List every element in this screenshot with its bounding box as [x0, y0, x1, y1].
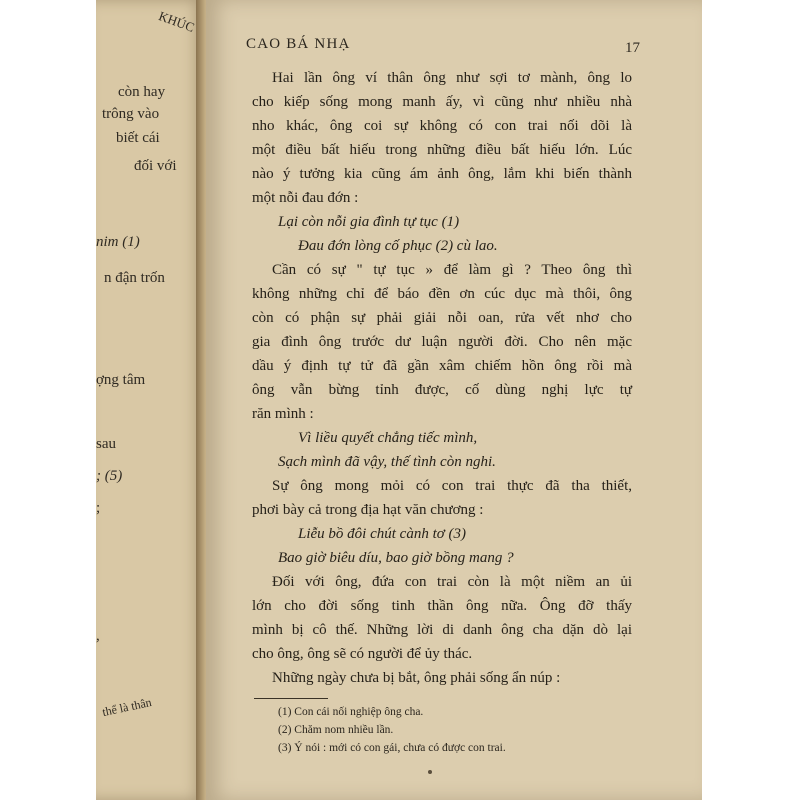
- left-line: ,: [96, 628, 100, 644]
- right-page: [206, 0, 702, 800]
- body-line: dầu ý định tự tử đã gần xâm chiếm hồn ông rồi mà: [252, 358, 632, 374]
- left-line: ;: [96, 500, 101, 516]
- left-line: thể là thân: [100, 694, 153, 720]
- left-line: nim (1): [96, 234, 140, 250]
- footnote-rule: [254, 698, 328, 699]
- body-line: ông vẫn bừng tỉnh được, cố dùng nghị lực tự: [252, 382, 632, 398]
- page-number: 17: [625, 40, 640, 56]
- verse-line: Liễu bồ đôi chút cành tơ (3): [298, 526, 466, 542]
- left-line: trông vào: [102, 106, 160, 122]
- left-line: còn hay: [118, 84, 166, 100]
- body-line: mình bị cô thế. Những lời di danh ông cha dặn dò lại: [252, 622, 632, 638]
- body-line: gia đình ông trước dư luận người đời. Cho nên mặc: [252, 334, 632, 350]
- body-line: phơi bày cả trong địa hạt văn chương :: [252, 502, 484, 518]
- body-line: nho khác, ông coi sự không có con trai nối dõi là: [252, 118, 632, 134]
- body-line: cho ông, ông sẽ có người để ủy thác.: [252, 646, 473, 662]
- left-line: ợng tâm: [96, 372, 146, 388]
- left-line: biết cái: [116, 130, 160, 146]
- body-line: cho kiếp sống mong manh ấy, vì cũng như nhiều nhà: [252, 94, 632, 110]
- verse-line: Đau đớn lòng cố phục (2) cù lao.: [298, 238, 498, 254]
- verse-line: Sạch mình đã vậy, thế tình còn nghi.: [278, 454, 496, 470]
- body-line: Sự ông mong mỏi có con trai thực đã tha thiết,: [272, 478, 632, 494]
- footnote-2: (2) Chăm nom nhiều lần.: [278, 724, 394, 736]
- running-head: CAO BÁ NHẠ: [246, 36, 351, 52]
- body-line: Hai lần ông ví thân ông như sợi tơ mành, ông lo: [272, 70, 632, 86]
- left-page: [96, 0, 206, 800]
- body-line: Những ngày chưa bị bắt, ông phải sống ẩn núp :: [272, 670, 561, 686]
- body-line: Cần có sự " tự tục » để làm gì ? Theo ông thì: [272, 262, 632, 278]
- left-line: ; (5): [96, 468, 123, 484]
- body-line: Đối với ông, đứa con trai còn là một niềm an ủi: [272, 574, 632, 590]
- body-line: một nỗi đau đớn :: [252, 190, 359, 206]
- verse-line: Bao giờ biêu díu, bao giờ bồng mang ?: [278, 550, 514, 566]
- left-line: sau: [96, 436, 116, 452]
- page-ornament: [428, 770, 432, 774]
- body-line: lớn cho đời sống tinh thần ông nữa. Ông đỡ thấy: [252, 598, 632, 614]
- verse-line: Lại còn nỗi gia đình tự tục (1): [278, 214, 460, 230]
- body-line: nào ý tưởng kia cũng ám ảnh ông, lắm khi biến thành: [252, 166, 632, 182]
- body-line: không những chỉ để báo đền ơn cúc dục mà thôi, ông: [252, 286, 632, 302]
- body-line: răn mình :: [252, 406, 314, 422]
- body-line: còn có phận sự phải giải nỗi oan, rửa vết nhơ cho: [252, 310, 632, 326]
- left-line: đối với: [134, 158, 177, 174]
- left-line: n đận trốn: [104, 270, 165, 286]
- left-running-head: KHÚC: [156, 8, 197, 35]
- verse-line: Vì liều quyết chẳng tiếc mình,: [298, 430, 478, 446]
- footnote-1: (1) Con cái nối nghiệp ông cha.: [278, 706, 424, 718]
- footnote-3: (3) Ý nói : mới có con gái, chưa có được con trai.: [278, 742, 506, 754]
- body-line: một điều bất hiếu trong những điều bất hiếu lớn. Lúc: [252, 142, 632, 158]
